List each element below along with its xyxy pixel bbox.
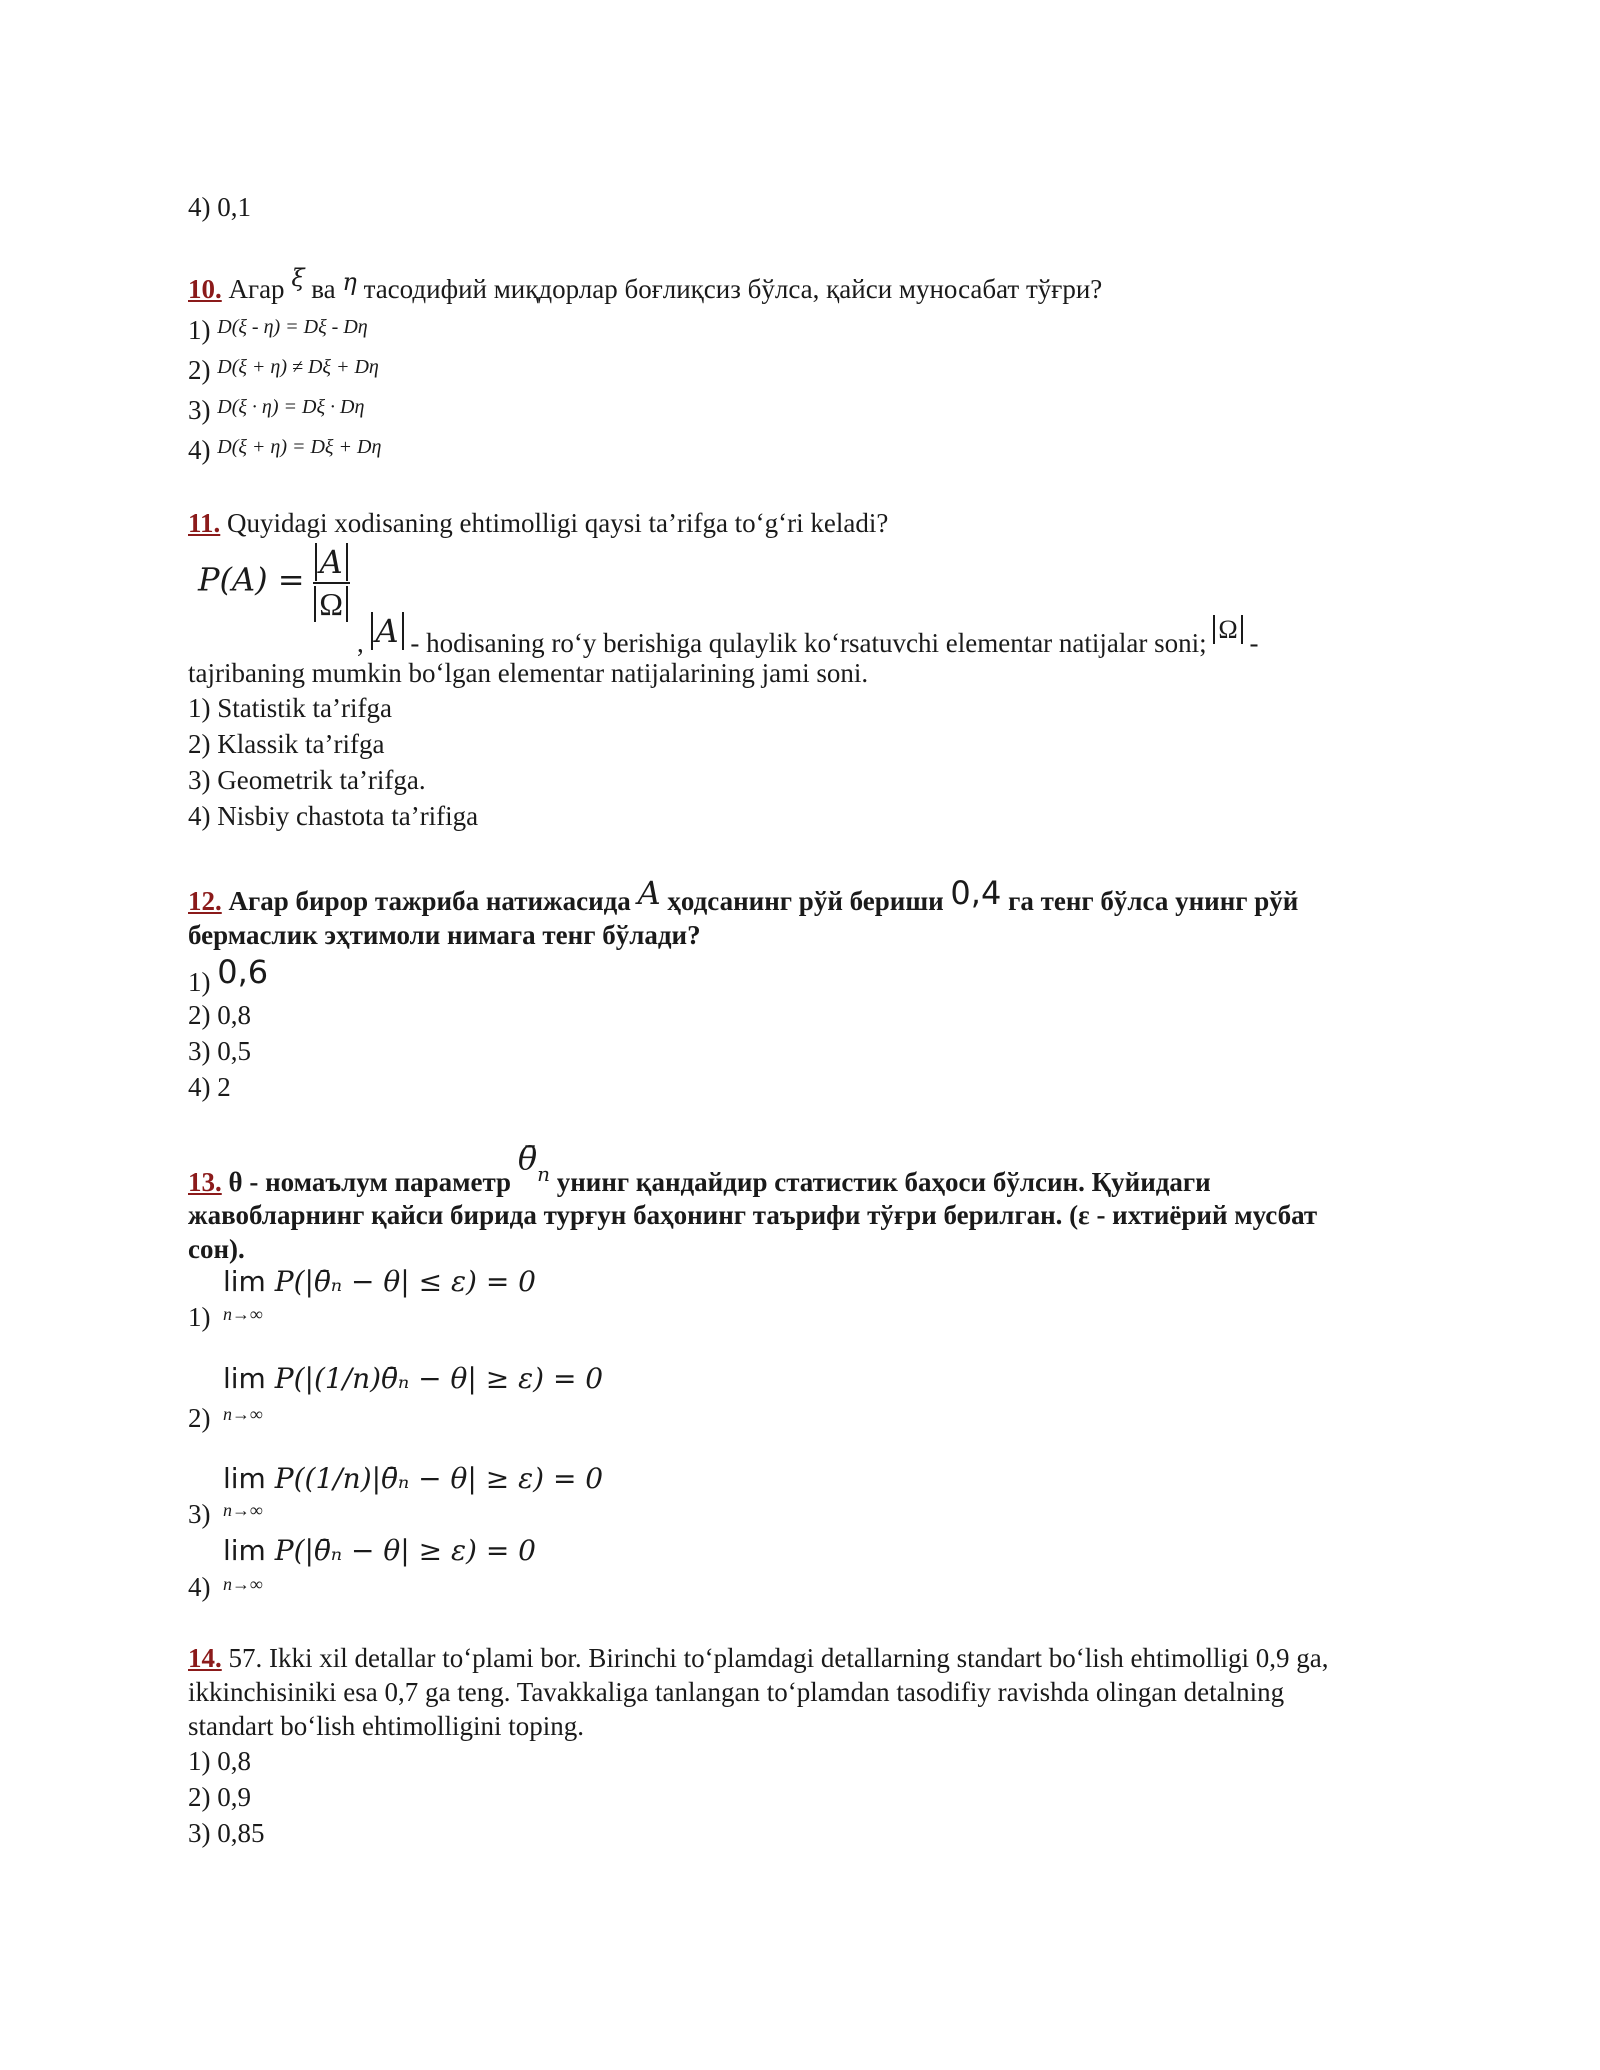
option-10-2 (188, 353, 379, 390)
option-11-2: 2) Klassik ta’rifga (188, 729, 385, 759)
question-number: 12. (188, 886, 222, 916)
option-12-2: 2) 0,8 (188, 1000, 251, 1030)
abs-a-inline: A (371, 612, 404, 650)
option-label: 3) (188, 395, 211, 425)
question-text: Quyidagi xodisaning ehtimolligi qaysi ta’rifga to‘g‘ri keladi? (220, 508, 889, 538)
question-text: Агар бирор тажриба натижасида (221, 886, 638, 916)
option-label: 4) (188, 435, 211, 465)
option-formula: P(|θ̄ₙ − θ| ≤ ε) = 0 (274, 1265, 536, 1298)
question-13-continued: жавобларнинг қайси бирида турғун баҳонинг таърифи тўғри берилган. (ε - ихтиёрий мусбат (188, 1200, 1318, 1230)
question-11 (188, 506, 888, 540)
question-14-continued: standart bo‘lish ehtimolligini toping. (188, 1711, 584, 1741)
lim-sub-1: n→∞ (223, 1304, 263, 1324)
question-text: тасодифий миқдорлар боғлиқсиз бўлса, қайси муносабат тўғри? (356, 274, 1103, 304)
option-14-2: 2) 0,9 (188, 1782, 251, 1812)
question-14 (188, 1641, 1329, 1675)
question-text: θ - номаълум параметр (221, 1167, 518, 1197)
abs-omega-inline: Ω (1213, 615, 1242, 644)
option-11-4: 4) Nisbiy chastota ta’rifiga (188, 801, 479, 831)
option-formula: D(ξ · η) = Dξ · Dη (217, 396, 365, 418)
xi-symbol: ξ (291, 264, 305, 292)
eta-symbol: η (342, 268, 357, 296)
theta-estimator: θ̄ (517, 1139, 538, 1177)
question-12-continued: бермаслик эҳтимоли нимага тенг бўлади? (188, 920, 701, 950)
option-label: 1) (188, 315, 211, 345)
lim-3 (223, 1462, 603, 1495)
question-10 (188, 264, 1103, 307)
option-11-1: 1) Statistik ta’rifga (188, 693, 392, 723)
option-formula: D(ξ - η) = Dξ - Dη (217, 316, 368, 338)
option-12-3: 3) 0,5 (188, 1036, 251, 1066)
probability-value: 0,4 (950, 874, 1002, 912)
formula-lhs: P(A) = (198, 560, 305, 599)
question-number: 14. (188, 1643, 222, 1673)
comma: , (357, 628, 364, 658)
option-14-3: 3) 0,85 (188, 1818, 265, 1848)
option-13-1-label: 1) (188, 1302, 211, 1332)
description-continued: tajribaning mumkin bo‘lgan elementar natijalarining jami soni. (188, 658, 869, 688)
question-13-continued: сон). (188, 1234, 245, 1264)
question-text: 57. Ikki xil detallar to‘plami bor. Birinchi to‘plamdagi detallarning standart bo‘lish ehtimolligi 0,9 ga, (221, 1643, 1329, 1673)
option-11-3: 3) Geometrik ta’rifga. (188, 765, 426, 795)
question-text: Агар (221, 274, 292, 304)
option-14-1: 1) 0,8 (188, 1746, 251, 1776)
option-13-3-label: 3) (188, 1499, 211, 1529)
option-10-1 (188, 313, 368, 350)
option-formula: P((1/n)|θ̄ₙ − θ| ≥ ε) = 0 (274, 1462, 604, 1495)
question-text: ва (304, 274, 343, 304)
event-a: A (637, 874, 661, 912)
lim-label: lim (223, 1362, 266, 1395)
question-number: 11. (188, 508, 221, 538)
question-13 (188, 1139, 1211, 1201)
option-label: 2) (188, 355, 211, 385)
lim-2 (223, 1362, 603, 1395)
option-formula: P(|(1/n)θ̄ₙ − θ| ≥ ε) = 0 (274, 1362, 604, 1395)
lim-label: lim (223, 1265, 266, 1298)
probability-formula (198, 542, 350, 624)
question-text: унинг қандайдир статистик баҳоси бўлсин. Қуйидаги (549, 1167, 1211, 1197)
option-12-1 (188, 953, 269, 999)
lim-label: lim (223, 1534, 266, 1567)
question-14-continued: ikkinchisiniki esa 0,7 ga teng. Tavakkaliga tanlangan to‘plamdan tasodifiy ravishda olingan detalning (188, 1677, 1285, 1707)
lim-label: lim (223, 1462, 266, 1495)
dash: - (1242, 628, 1259, 658)
option-prev-4: 4) 0,1 (188, 192, 251, 222)
lim-sub-2: n→∞ (223, 1404, 263, 1424)
question-12 (188, 874, 1299, 918)
question-text: ҳодсанинг рўй бериши (660, 886, 951, 916)
question-text: га тенг бўлса унинг рўй (1001, 886, 1299, 916)
option-formula: P(|θ̄ₙ − θ| ≥ ε) = 0 (274, 1534, 536, 1567)
option-13-4-label: 4) (188, 1572, 211, 1602)
abs-a: A (315, 543, 348, 581)
subscript-n: n (537, 1162, 550, 1186)
option-formula: D(ξ + η) ≠ Dξ + Dη (217, 356, 379, 378)
option-10-3 (188, 393, 364, 430)
question-number: 10. (188, 274, 222, 304)
option-12-4: 4) 2 (188, 1072, 231, 1102)
option-label: 1) (188, 967, 211, 997)
question-number: 13. (188, 1167, 222, 1197)
abs-omega: Ω (314, 586, 348, 622)
lim-1 (223, 1265, 536, 1298)
option-13-2-label: 2) (188, 1403, 211, 1433)
description-text: - hodisaning ro‘y berishiga qulaylik ko‘rsatuvchi elementar natijalar soni; (403, 628, 1207, 658)
lim-sub-3: n→∞ (223, 1500, 263, 1520)
lim-4 (223, 1534, 536, 1567)
formula-fraction (313, 542, 350, 624)
option-formula: D(ξ + η) = Dξ + Dη (217, 436, 382, 458)
lim-sub-4: n→∞ (223, 1574, 263, 1594)
option-10-4 (188, 433, 381, 470)
option-value: 0,6 (217, 953, 269, 991)
